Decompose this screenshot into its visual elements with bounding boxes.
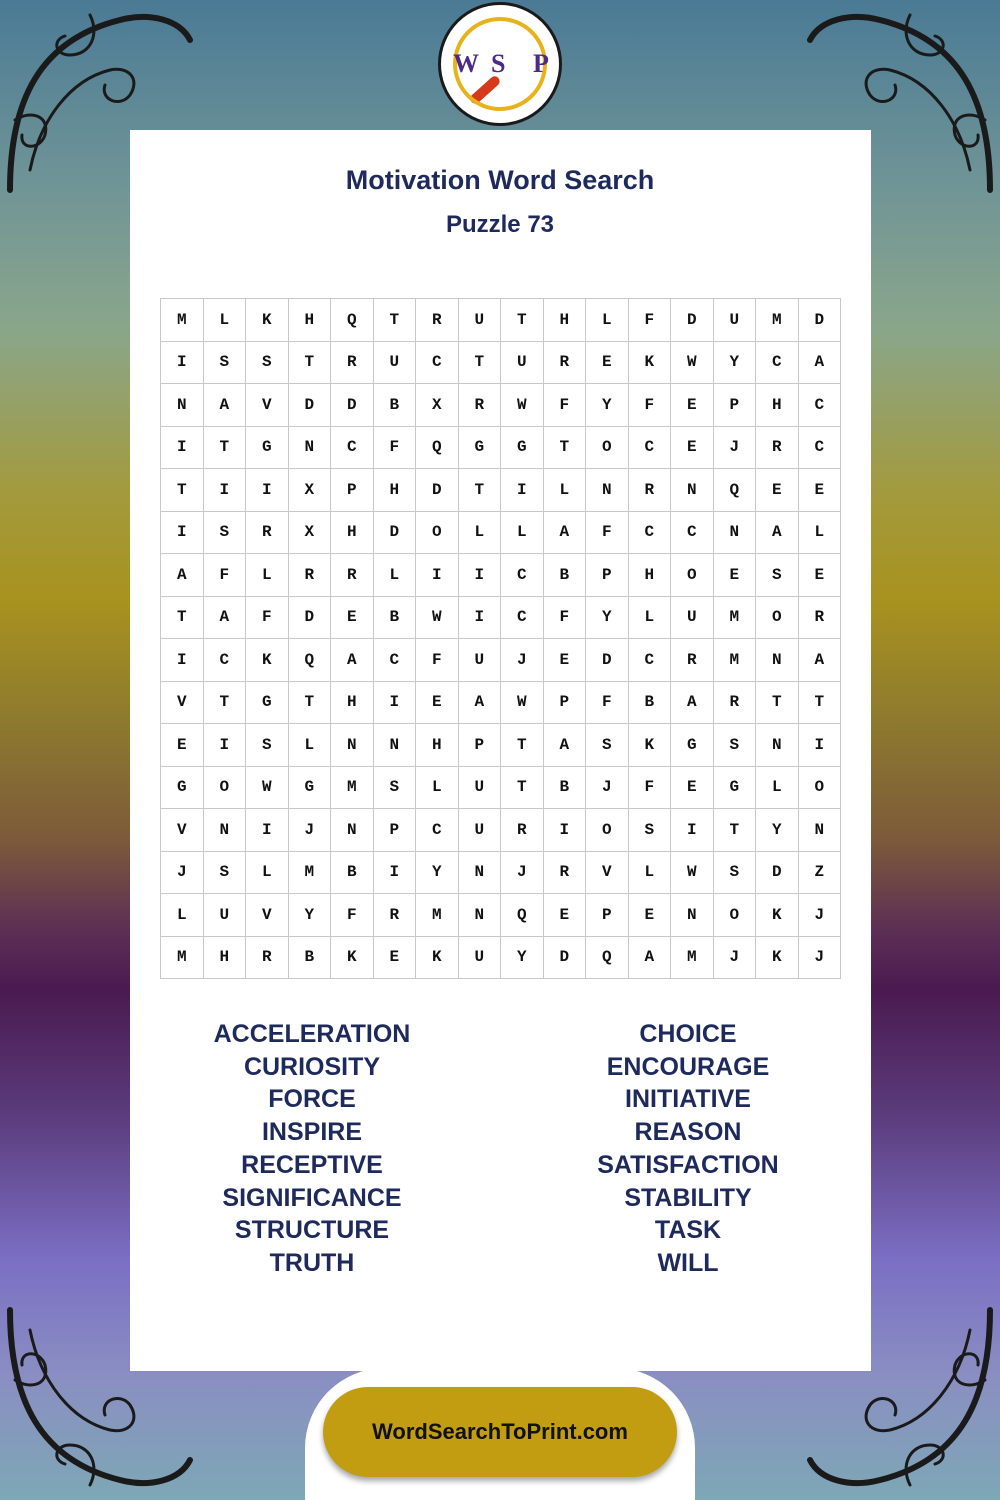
grid-cell[interactable]: O [586, 427, 629, 470]
grid-cell[interactable]: W [671, 342, 714, 385]
grid-cell[interactable]: E [416, 682, 459, 725]
grid-cell[interactable]: T [374, 299, 417, 342]
grid-cell[interactable]: C [416, 342, 459, 385]
word-list-item: TRUTH [269, 1248, 355, 1277]
grid-cell[interactable]: T [501, 299, 544, 342]
grid-cell[interactable]: D [586, 639, 629, 682]
grid-cell[interactable]: E [714, 554, 757, 597]
grid-cell[interactable]: I [544, 809, 587, 852]
word-list-item: STABILITY [624, 1183, 752, 1212]
grid-cell[interactable]: F [544, 597, 587, 640]
grid-cell[interactable]: R [714, 682, 757, 725]
grid-cell[interactable]: N [714, 512, 757, 555]
page-title: Motivation Word Search [345, 165, 655, 195]
grid-cell[interactable]: R [629, 469, 672, 512]
grid-cell[interactable]: S [714, 724, 757, 767]
grid-cell[interactable]: T [799, 682, 842, 725]
grid-cell[interactable]: Y [714, 342, 757, 385]
grid-cell[interactable]: U [459, 937, 502, 980]
grid-cell[interactable]: F [374, 427, 417, 470]
word-list-item: INSPIRE [261, 1118, 363, 1147]
grid-cell[interactable]: T [501, 767, 544, 810]
grid-cell[interactable]: W [246, 767, 289, 810]
grid-cell[interactable]: G [671, 724, 714, 767]
grid-cell[interactable]: R [246, 937, 289, 980]
grid-cell[interactable]: I [204, 469, 247, 512]
grid-cell[interactable]: E [799, 554, 842, 597]
grid-cell[interactable]: I [671, 809, 714, 852]
grid-cell[interactable]: O [416, 512, 459, 555]
grid-cell[interactable]: H [331, 682, 374, 725]
word-list-item: WILL [657, 1248, 719, 1277]
grid-cell[interactable]: Y [501, 937, 544, 980]
grid-cell[interactable]: Q [714, 469, 757, 512]
grid-cell[interactable]: R [331, 554, 374, 597]
logo-letter-p: P [533, 49, 549, 78]
word-list-item: REASON [634, 1118, 742, 1147]
grid-cell[interactable]: L [799, 512, 842, 555]
grid-cell[interactable]: T [204, 427, 247, 470]
word-list-item: FORCE [268, 1085, 356, 1114]
grid-cell[interactable]: E [331, 597, 374, 640]
grid-cell[interactable]: T [289, 342, 332, 385]
grid-cell[interactable]: R [756, 427, 799, 470]
grid-cell[interactable]: O [714, 894, 757, 937]
grid-cell[interactable]: B [331, 852, 374, 895]
grid-cell[interactable]: R [246, 512, 289, 555]
grid-cell[interactable]: J [501, 852, 544, 895]
grid-cell[interactable]: G [459, 427, 502, 470]
grid-cell[interactable]: B [374, 597, 417, 640]
grid-cell[interactable]: I [459, 554, 502, 597]
grid-cell[interactable]: D [289, 384, 332, 427]
grid-cell[interactable]: C [629, 512, 672, 555]
grid-cell[interactable]: A [799, 639, 842, 682]
grid-cell[interactable]: G [161, 767, 204, 810]
wsp-logo[interactable] [438, 2, 562, 126]
grid-cell[interactable]: X [289, 469, 332, 512]
grid-cell[interactable]: U [501, 342, 544, 385]
grid-cell[interactable]: N [331, 724, 374, 767]
grid-cell[interactable]: X [416, 384, 459, 427]
grid-cell[interactable]: U [714, 299, 757, 342]
grid-cell[interactable]: S [246, 342, 289, 385]
grid-cell[interactable]: M [289, 852, 332, 895]
grid-cell[interactable]: C [374, 639, 417, 682]
grid-cell[interactable]: O [204, 767, 247, 810]
grid-cell[interactable]: K [756, 894, 799, 937]
logo-letter-s: S [491, 49, 506, 78]
grid-cell[interactable]: N [374, 724, 417, 767]
grid-cell[interactable]: R [459, 384, 502, 427]
grid-cell[interactable]: B [544, 767, 587, 810]
grid-cell[interactable]: O [671, 554, 714, 597]
grid-cell[interactable]: R [416, 299, 459, 342]
grid-cell[interactable]: K [246, 639, 289, 682]
grid-cell[interactable]: C [501, 554, 544, 597]
grid-cell[interactable]: T [459, 342, 502, 385]
word-list-item: INITIATIVE [625, 1085, 751, 1114]
grid-cell[interactable]: I [161, 427, 204, 470]
grid-cell[interactable]: E [544, 894, 587, 937]
grid-cell[interactable]: N [459, 894, 502, 937]
grid-cell[interactable]: I [246, 809, 289, 852]
grid-cell[interactable]: E [374, 937, 417, 980]
grid-cell[interactable]: W [671, 852, 714, 895]
grid-cell[interactable]: C [799, 427, 842, 470]
grid-cell[interactable]: U [459, 767, 502, 810]
grid-cell[interactable]: X [289, 512, 332, 555]
grid-cell[interactable]: I [246, 469, 289, 512]
grid-cell[interactable]: W [416, 597, 459, 640]
grid-cell[interactable]: Z [799, 852, 842, 895]
grid-cell[interactable]: U [459, 809, 502, 852]
grid-cell[interactable]: A [204, 384, 247, 427]
grid-cell[interactable]: F [629, 384, 672, 427]
grid-cell[interactable]: H [629, 554, 672, 597]
grid-cell[interactable]: S [714, 852, 757, 895]
word-list-right [508, 1018, 868, 1280]
grid-cell[interactable]: L [629, 852, 672, 895]
grid-cell[interactable]: C [671, 512, 714, 555]
grid-cell[interactable]: L [161, 894, 204, 937]
grid-cell[interactable]: J [289, 809, 332, 852]
grid-cell[interactable]: A [459, 682, 502, 725]
grid-cell[interactable]: S [756, 554, 799, 597]
grid-cell[interactable]: S [629, 809, 672, 852]
grid-cell[interactable]: I [374, 852, 417, 895]
grid-cell[interactable]: H [544, 299, 587, 342]
grid-cell[interactable]: M [416, 894, 459, 937]
word-list-item: SATISFACTION [597, 1150, 779, 1179]
grid-cell[interactable]: I [501, 469, 544, 512]
grid-cell[interactable]: Q [289, 639, 332, 682]
grid-cell[interactable]: D [544, 937, 587, 980]
grid-cell[interactable]: H [416, 724, 459, 767]
grid-cell[interactable]: E [671, 767, 714, 810]
grid-cell[interactable]: N [459, 852, 502, 895]
grid-cell[interactable]: Y [289, 894, 332, 937]
grid-cell[interactable]: O [586, 809, 629, 852]
grid-cell[interactable]: Q [416, 427, 459, 470]
grid-cell[interactable]: G [289, 767, 332, 810]
grid-cell[interactable]: N [586, 469, 629, 512]
grid-cell[interactable]: Y [586, 597, 629, 640]
grid-cell[interactable]: U [204, 894, 247, 937]
grid-cell[interactable]: A [799, 342, 842, 385]
grid-cell[interactable]: A [544, 512, 587, 555]
grid-cell[interactable]: F [586, 512, 629, 555]
grid-cell[interactable]: Y [586, 384, 629, 427]
grid-cell[interactable]: L [204, 299, 247, 342]
grid-cell[interactable]: I [459, 597, 502, 640]
grid-cell[interactable]: T [161, 469, 204, 512]
grid-cell[interactable]: M [671, 937, 714, 980]
grid-cell[interactable]: G [501, 427, 544, 470]
grid-cell[interactable]: I [799, 724, 842, 767]
grid-cell[interactable]: D [756, 852, 799, 895]
grid-cell[interactable]: M [714, 639, 757, 682]
grid-cell[interactable]: V [246, 894, 289, 937]
grid-cell[interactable]: Q [501, 894, 544, 937]
grid-cell[interactable]: P [586, 894, 629, 937]
grid-cell[interactable]: I [161, 342, 204, 385]
word-list-item: RECEPTIVE [241, 1150, 383, 1179]
grid-cell[interactable]: K [629, 724, 672, 767]
grid-cell[interactable]: F [629, 767, 672, 810]
word-list-item: STRUCTURE [234, 1216, 390, 1245]
grid-cell[interactable]: F [544, 384, 587, 427]
grid-cell[interactable]: H [756, 384, 799, 427]
grid-cell[interactable]: Q [586, 937, 629, 980]
grid-cell[interactable]: D [671, 299, 714, 342]
grid-cell[interactable]: N [289, 427, 332, 470]
grid-cell[interactable]: P [331, 469, 374, 512]
grid-cell[interactable]: K [629, 342, 672, 385]
grid-cell[interactable]: K [416, 937, 459, 980]
grid-cell[interactable]: G [246, 427, 289, 470]
grid-cell[interactable]: A [544, 724, 587, 767]
grid-cell[interactable]: U [374, 342, 417, 385]
grid-cell[interactable]: C [756, 342, 799, 385]
grid-cell[interactable]: R [501, 809, 544, 852]
puzzle-number: Puzzle 73 [445, 211, 555, 238]
grid-cell[interactable]: G [246, 682, 289, 725]
grid-cell[interactable]: T [544, 427, 587, 470]
grid-cell[interactable]: N [756, 724, 799, 767]
grid-cell[interactable]: S [204, 852, 247, 895]
site-banner[interactable] [323, 1387, 677, 1477]
grid-cell[interactable]: N [671, 894, 714, 937]
grid-cell[interactable]: M [714, 597, 757, 640]
grid-cell[interactable]: I [161, 512, 204, 555]
grid-cell[interactable]: S [586, 724, 629, 767]
grid-cell[interactable]: F [629, 299, 672, 342]
grid-cell[interactable]: F [246, 597, 289, 640]
grid-cell[interactable]: M [331, 767, 374, 810]
grid-cell[interactable]: A [331, 639, 374, 682]
grid-cell[interactable]: V [246, 384, 289, 427]
grid-cell[interactable]: S [246, 724, 289, 767]
grid-cell[interactable]: L [289, 724, 332, 767]
grid-cell[interactable]: T [714, 809, 757, 852]
grid-cell[interactable]: G [714, 767, 757, 810]
grid-cell[interactable]: P [586, 554, 629, 597]
grid-cell[interactable]: R [544, 852, 587, 895]
grid-cell[interactable]: F [416, 639, 459, 682]
grid-cell[interactable]: O [756, 597, 799, 640]
grid-cell[interactable]: U [671, 597, 714, 640]
grid-cell[interactable]: I [416, 554, 459, 597]
grid-cell[interactable]: R [671, 639, 714, 682]
grid-cell[interactable]: U [459, 639, 502, 682]
grid-cell[interactable]: C [629, 427, 672, 470]
grid-cell[interactable]: R [331, 342, 374, 385]
grid-cell[interactable]: L [544, 469, 587, 512]
grid-cell[interactable]: D [289, 597, 332, 640]
grid-cell[interactable]: N [204, 809, 247, 852]
grid-cell[interactable]: S [374, 767, 417, 810]
grid-cell[interactable]: J [714, 937, 757, 980]
grid-cell[interactable]: N [756, 639, 799, 682]
grid-cell[interactable]: N [799, 809, 842, 852]
grid-cell[interactable]: T [161, 597, 204, 640]
grid-cell[interactable]: R [289, 554, 332, 597]
word-list-item: TASK [654, 1216, 722, 1245]
grid-cell[interactable]: H [204, 937, 247, 980]
grid-cell[interactable]: F [586, 682, 629, 725]
word-list-item: CHOICE [639, 1020, 737, 1048]
grid-cell[interactable]: E [799, 469, 842, 512]
grid-cell[interactable]: J [799, 937, 842, 980]
grid-cell[interactable]: S [204, 342, 247, 385]
grid-cell[interactable]: A [671, 682, 714, 725]
grid-cell[interactable]: C [204, 639, 247, 682]
grid-cell[interactable]: I [204, 724, 247, 767]
word-list-item: CURIOSITY [243, 1052, 381, 1081]
grid-cell[interactable]: V [586, 852, 629, 895]
grid-cell[interactable]: L [374, 554, 417, 597]
grid-cell[interactable]: L [586, 299, 629, 342]
grid-cell[interactable]: L [246, 852, 289, 895]
grid-cell[interactable]: A [756, 512, 799, 555]
grid-cell[interactable]: P [374, 809, 417, 852]
grid-cell[interactable]: E [161, 724, 204, 767]
grid-cell[interactable]: W [501, 682, 544, 725]
word-list-item: ACCELERATION [213, 1020, 411, 1048]
grid-cell[interactable]: T [204, 682, 247, 725]
grid-cell[interactable]: L [501, 512, 544, 555]
grid-cell[interactable]: E [756, 469, 799, 512]
grid-cell[interactable]: T [501, 724, 544, 767]
grid-cell[interactable]: L [756, 767, 799, 810]
grid-cell[interactable]: U [459, 299, 502, 342]
grid-cell[interactable]: I [374, 682, 417, 725]
grid-cell[interactable]: C [416, 809, 459, 852]
grid-cell[interactable]: T [459, 469, 502, 512]
grid-cell[interactable]: M [161, 937, 204, 980]
grid-cell[interactable]: J [799, 894, 842, 937]
grid-cell[interactable]: C [799, 384, 842, 427]
grid-cell[interactable]: V [161, 809, 204, 852]
grid-cell[interactable]: F [204, 554, 247, 597]
grid-cell[interactable]: Y [756, 809, 799, 852]
grid-cell[interactable]: K [331, 937, 374, 980]
grid-cell[interactable]: O [799, 767, 842, 810]
grid-cell[interactable]: N [331, 809, 374, 852]
grid-cell[interactable]: J [161, 852, 204, 895]
grid-cell[interactable]: H [289, 299, 332, 342]
grid-cell[interactable]: T [756, 682, 799, 725]
grid-cell[interactable]: F [331, 894, 374, 937]
grid-cell[interactable]: K [246, 299, 289, 342]
grid-cell[interactable]: E [586, 342, 629, 385]
grid-cell[interactable]: J [586, 767, 629, 810]
letter-grid [160, 298, 841, 979]
grid-cell[interactable]: R [799, 597, 842, 640]
grid-cell[interactable]: H [374, 469, 417, 512]
grid-cell[interactable]: D [331, 384, 374, 427]
grid-cell[interactable]: C [501, 597, 544, 640]
grid-cell[interactable]: N [161, 384, 204, 427]
grid-cell[interactable]: Q [331, 299, 374, 342]
grid-cell[interactable]: B [544, 554, 587, 597]
grid-cell[interactable]: A [161, 554, 204, 597]
grid-cell[interactable]: H [331, 512, 374, 555]
grid-cell[interactable]: L [246, 554, 289, 597]
grid-cell[interactable]: I [161, 639, 204, 682]
word-list-item: ENCOURAGE [606, 1052, 770, 1081]
grid-cell[interactable]: D [416, 469, 459, 512]
grid-cell[interactable]: M [161, 299, 204, 342]
grid-cell[interactable]: V [161, 682, 204, 725]
grid-cell[interactable]: S [204, 512, 247, 555]
word-list-item: SIGNIFICANCE [222, 1183, 402, 1212]
grid-cell[interactable]: A [204, 597, 247, 640]
grid-cell[interactable]: N [671, 469, 714, 512]
grid-cell[interactable]: D [374, 512, 417, 555]
grid-cell[interactable]: P [459, 724, 502, 767]
grid-cell[interactable]: D [799, 299, 842, 342]
grid-cell[interactable]: J [714, 427, 757, 470]
logo-letter-w: W [453, 49, 479, 78]
grid-cell[interactable]: A [629, 937, 672, 980]
grid-cell[interactable]: W [501, 384, 544, 427]
grid-cell[interactable]: K [756, 937, 799, 980]
grid-cell[interactable]: P [714, 384, 757, 427]
grid-cell[interactable]: B [289, 937, 332, 980]
grid-cell[interactable]: L [416, 767, 459, 810]
grid-cell[interactable]: E [629, 894, 672, 937]
grid-cell[interactable]: C [629, 639, 672, 682]
site-link[interactable]: WordSearchToPrint.com [372, 1419, 628, 1444]
grid-cell[interactable]: R [374, 894, 417, 937]
grid-cell[interactable]: E [671, 384, 714, 427]
grid-cell[interactable]: L [459, 512, 502, 555]
grid-cell[interactable]: B [629, 682, 672, 725]
grid-cell[interactable]: Y [416, 852, 459, 895]
grid-cell[interactable]: B [374, 384, 417, 427]
grid-cell[interactable]: P [544, 682, 587, 725]
grid-cell[interactable]: C [331, 427, 374, 470]
grid-cell[interactable]: E [544, 639, 587, 682]
grid-cell[interactable]: J [501, 639, 544, 682]
grid-cell[interactable]: L [629, 597, 672, 640]
grid-cell[interactable]: T [289, 682, 332, 725]
grid-cell[interactable]: R [544, 342, 587, 385]
grid-cell[interactable]: E [671, 427, 714, 470]
word-list-left [132, 1018, 492, 1280]
grid-cell[interactable]: M [756, 299, 799, 342]
